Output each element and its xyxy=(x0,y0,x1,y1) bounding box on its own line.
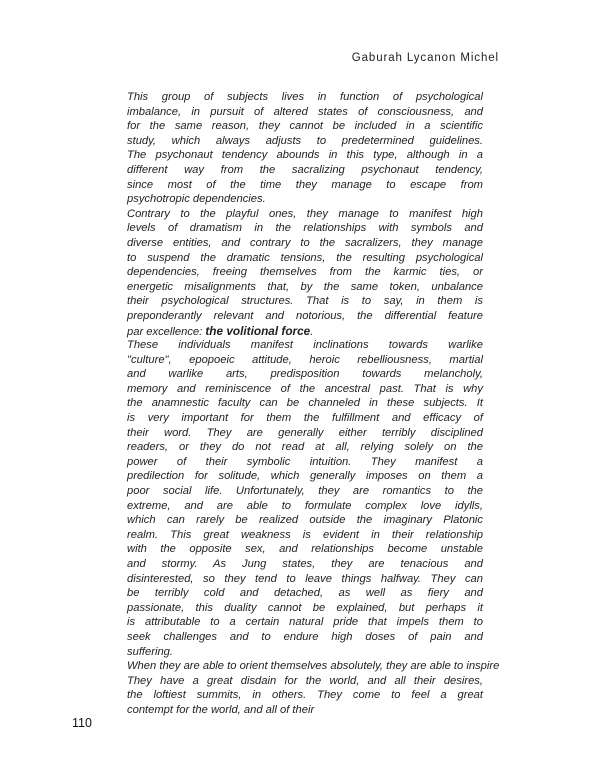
text-line: the anamnestic faculty can be channeled in these subjects. It xyxy=(127,397,483,410)
text-line: memory and reminiscence of the ancestral past. That is why xyxy=(127,382,483,395)
text-line: Contrary to the playful ones, they manage to manifest high xyxy=(127,207,483,220)
text-line: different way from the sacralizing psychonaut tendency, xyxy=(127,163,483,176)
text-line: and warlike arts, predisposition towards melancholy, xyxy=(127,368,483,381)
text-line: They have a great disdain for the world, and all their desires, xyxy=(127,674,483,687)
excellence-suffix: . xyxy=(310,325,314,338)
text-line: suffering. xyxy=(127,645,174,658)
body-text xyxy=(127,90,500,718)
text-line: disinterested, so they tend to leave things halfway. They can xyxy=(127,572,483,585)
text-line: is very important for them the fulfillment and efficacy of xyxy=(127,412,483,425)
text-line: passionate, this duality cannot be explained, but perhaps it xyxy=(127,601,483,614)
text-line: These individuals manifest inclinations towards warlike xyxy=(127,339,483,352)
text-line: "culture", epopoeic attitude, heroic rebelliousness, martial xyxy=(127,353,483,366)
text-line: the loftiest summits, in others. They come to feel a great xyxy=(127,689,483,702)
text-line: their word. They are generally either terribly disciplined xyxy=(127,426,483,439)
excellence-line xyxy=(127,324,483,339)
text-line: diverse entities, and contrary to the sacralizers, they manage xyxy=(127,236,483,249)
text-line: be terribly cold and detached, as well as fiery and xyxy=(127,587,483,600)
text-line: to suspend the dramatic tensions, the resulting psychological xyxy=(127,251,483,264)
text-line: seek challenges and to endure high doses of pain and xyxy=(127,630,483,643)
text-line: imbalance, in pursuit of altered states of consciousness, and xyxy=(127,105,483,118)
text-line: extreme, and are able to formulate complex love idylls, xyxy=(127,499,483,512)
text-line: energetic misalignments that, by the same token, unbalance xyxy=(127,280,483,293)
running-header-author: Gaburah Lycanon Michel xyxy=(351,52,499,64)
page-number: 110 xyxy=(72,716,92,730)
text-line: The psychonaut tendency abounds in this type, although in a xyxy=(127,149,483,162)
text-line: realm. This great weakness is evident in their relationship xyxy=(127,528,483,541)
text-line: This group of subjects lives in function of psychological xyxy=(127,91,483,103)
text-line: with the opposite sex, and relationships become unstable xyxy=(127,543,483,556)
text-line: dependencies, freeing themselves from the karmic ties, or xyxy=(127,266,483,279)
text-line: When they are able to orient themselves absolutely, they are able to inspire xyxy=(127,660,500,673)
text-line: which can rarely be realized outside the imaginary Platonic xyxy=(127,514,483,527)
volitional-force-emphasis: the volitional force xyxy=(205,323,311,338)
text-line: levels of dramatism in the relationships with symbols and xyxy=(127,222,483,235)
text-line: power of their symbolic intuition. They manifest a xyxy=(127,455,483,468)
text-line: for the same reason, they cannot be included in a scientific xyxy=(127,120,483,133)
text-line: readers, or they do not read at all, relying solely on the xyxy=(127,441,483,454)
text-line: poor social life. Unfortunately, they are romantics to the xyxy=(127,485,483,498)
excellence-prefix: par excellence: xyxy=(127,325,206,338)
text-line: and stormy. As Jung states, they are tenacious and xyxy=(127,558,483,570)
text-line: psychotropic dependencies. xyxy=(127,193,266,206)
text-line: since most of the time they manage to escape from xyxy=(127,178,483,191)
text-line: study, which always adjusts to predetermined guidelines. xyxy=(127,134,483,147)
text-line: is attributable to a certain natural pride that impels them to xyxy=(127,616,483,629)
text-line: preponderantly relevant and notorious, the differential feature xyxy=(127,309,483,322)
text-line: predilection for solitude, which generally imposes on them a xyxy=(127,470,483,483)
text-line: their psychological structures. That is to say, in them is xyxy=(127,295,483,308)
text-line: contempt for the world, and all of their xyxy=(127,703,315,716)
